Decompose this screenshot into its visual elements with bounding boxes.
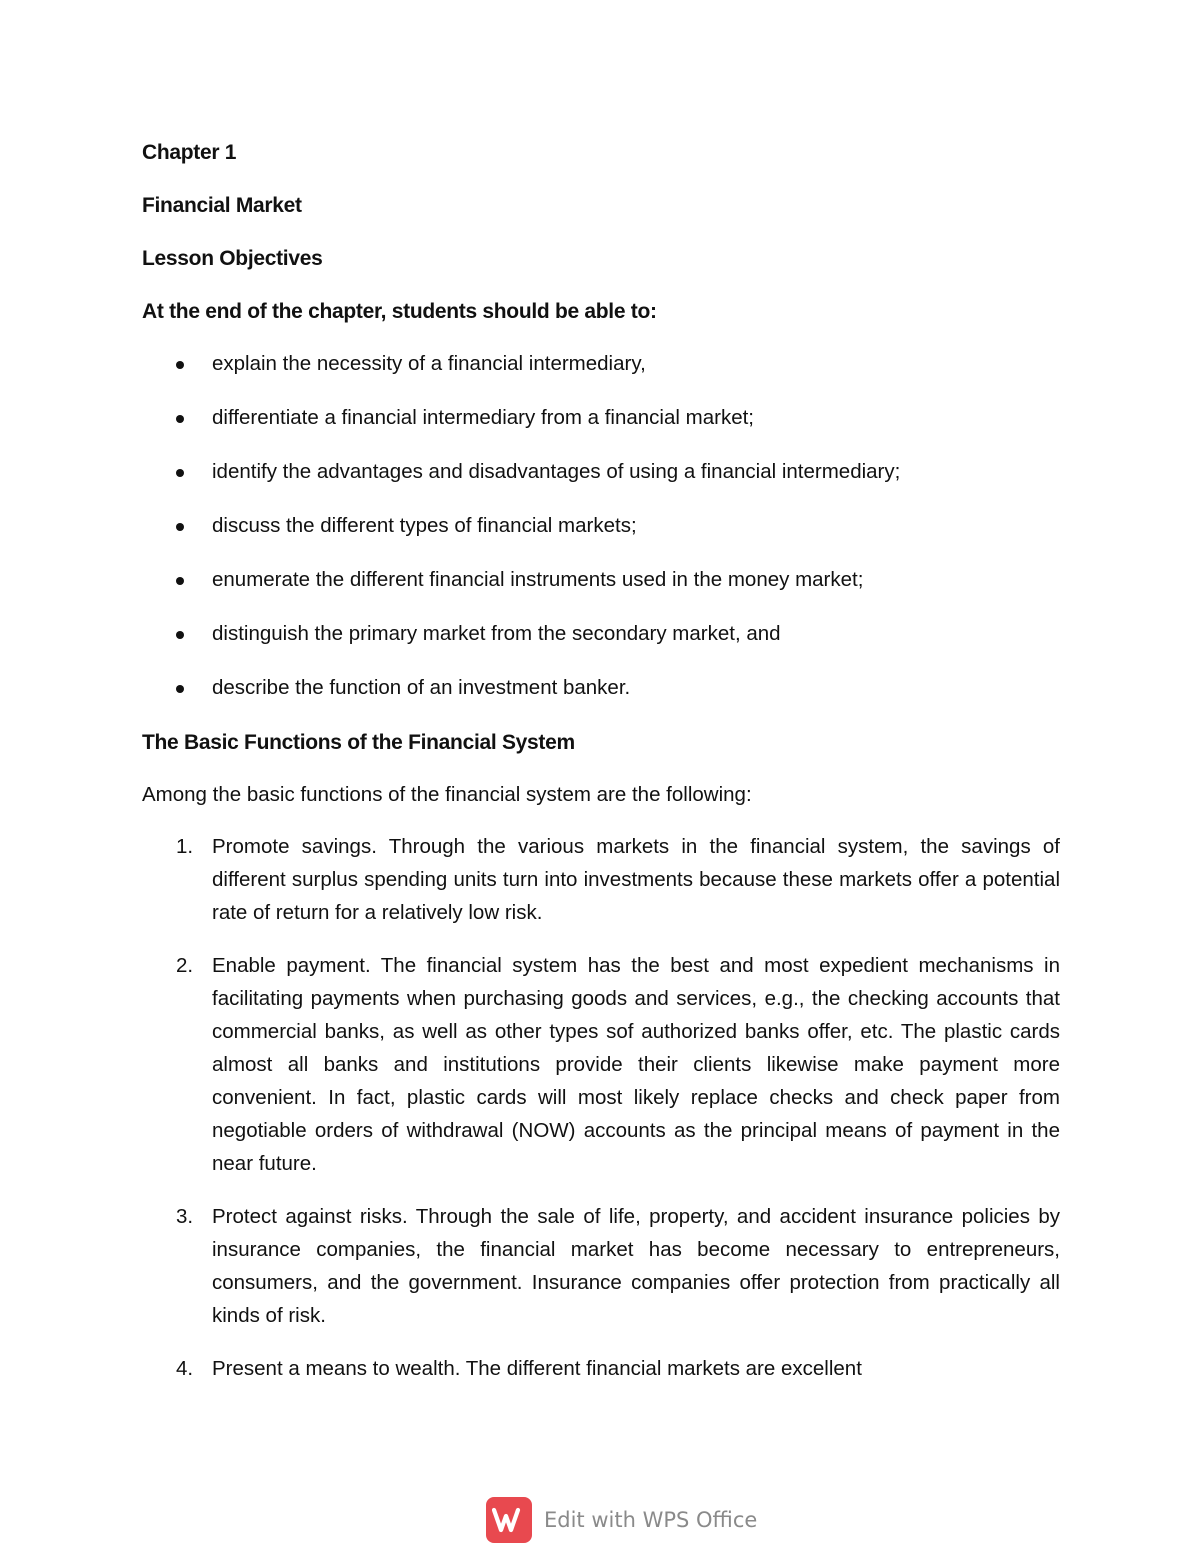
function-item (142, 1352, 1060, 1385)
wps-w-glyph (492, 1507, 526, 1533)
bullet-icon (176, 685, 184, 693)
objective-text: describe the function of an investment banker. (212, 676, 631, 699)
objectives-heading: Lesson Objectives (142, 247, 323, 270)
objective-text: differentiate a financial intermediary from a financial market; (212, 406, 754, 429)
chapter-label: Chapter 1 (142, 141, 237, 164)
function-text: Present a means to wealth. The different financial markets are excellent (212, 1357, 862, 1380)
wps-edit-badge[interactable] (486, 1497, 757, 1543)
objective-text: explain the necessity of a financial intermediary, (212, 352, 646, 375)
bullet-icon (176, 361, 184, 369)
objective-item (142, 617, 1060, 651)
function-item (142, 830, 1060, 929)
objective-item (142, 455, 1060, 489)
function-text: Enable payment. The financial system has the best and most expedient mechanisms in facilitating payments when purchasing goods and services, e.g., the checking accounts that commercial banks, as well as other types sof authorized banks offer, etc. The plastic cards almost all banks and institutions provide their clients likewise make payment more convenient. In fact, plastic cards will most likely replace checks and check paper from negotiable orders of withdrawal (NOW) accounts as the principal means of payment in the near future. (212, 954, 1060, 1175)
objective-item (142, 563, 1060, 597)
list-number: 2. (176, 954, 194, 977)
chapter-title: Financial Market (142, 194, 302, 217)
section-intro: Among the basic functions of the financial system are the following: (142, 783, 752, 806)
function-text: Promote savings. Through the various markets in the financial system, the savings of different surplus spending units turn into investments because these markets offer a potential rate of return for a relatively low risk. (212, 835, 1060, 924)
function-item (142, 1200, 1060, 1332)
list-number: 3. (176, 1205, 194, 1228)
objective-text: distinguish the primary market from the secondary market, and (212, 622, 781, 645)
list-number: 4. (176, 1357, 194, 1380)
wps-edit-label: Edit with WPS Office (544, 1508, 758, 1532)
objective-text: enumerate the different financial instruments used in the money market; (212, 568, 864, 591)
objective-text: identify the advantages and disadvantages of using a financial intermediary; (212, 460, 901, 483)
objective-item (142, 347, 1060, 381)
function-item (142, 949, 1060, 1180)
bullet-icon (176, 469, 184, 477)
objective-item (142, 509, 1060, 543)
functions-list (142, 830, 1060, 1385)
bullet-icon (176, 415, 184, 423)
objective-item (142, 401, 1060, 435)
list-number: 1. (176, 835, 194, 858)
function-text: Protect against risks. Through the sale of life, property, and accident insurance policies by insurance companies, the financial market has become necessary to entrepreneurs, consumers, and the government. Insurance companies offer protection from practically all kinds of risk. (212, 1205, 1060, 1327)
section-title: The Basic Functions of the Financial System (142, 731, 575, 754)
document-page (142, 135, 1060, 1405)
bullet-icon (176, 631, 184, 639)
bullet-icon (176, 523, 184, 531)
objectives-list (142, 347, 1060, 705)
objective-item (142, 671, 1060, 705)
bullet-icon (176, 577, 184, 585)
objective-text: discuss the different types of financial markets; (212, 514, 637, 537)
objectives-intro: At the end of the chapter, students should be able to: (142, 300, 657, 323)
wps-logo-icon (486, 1497, 532, 1543)
